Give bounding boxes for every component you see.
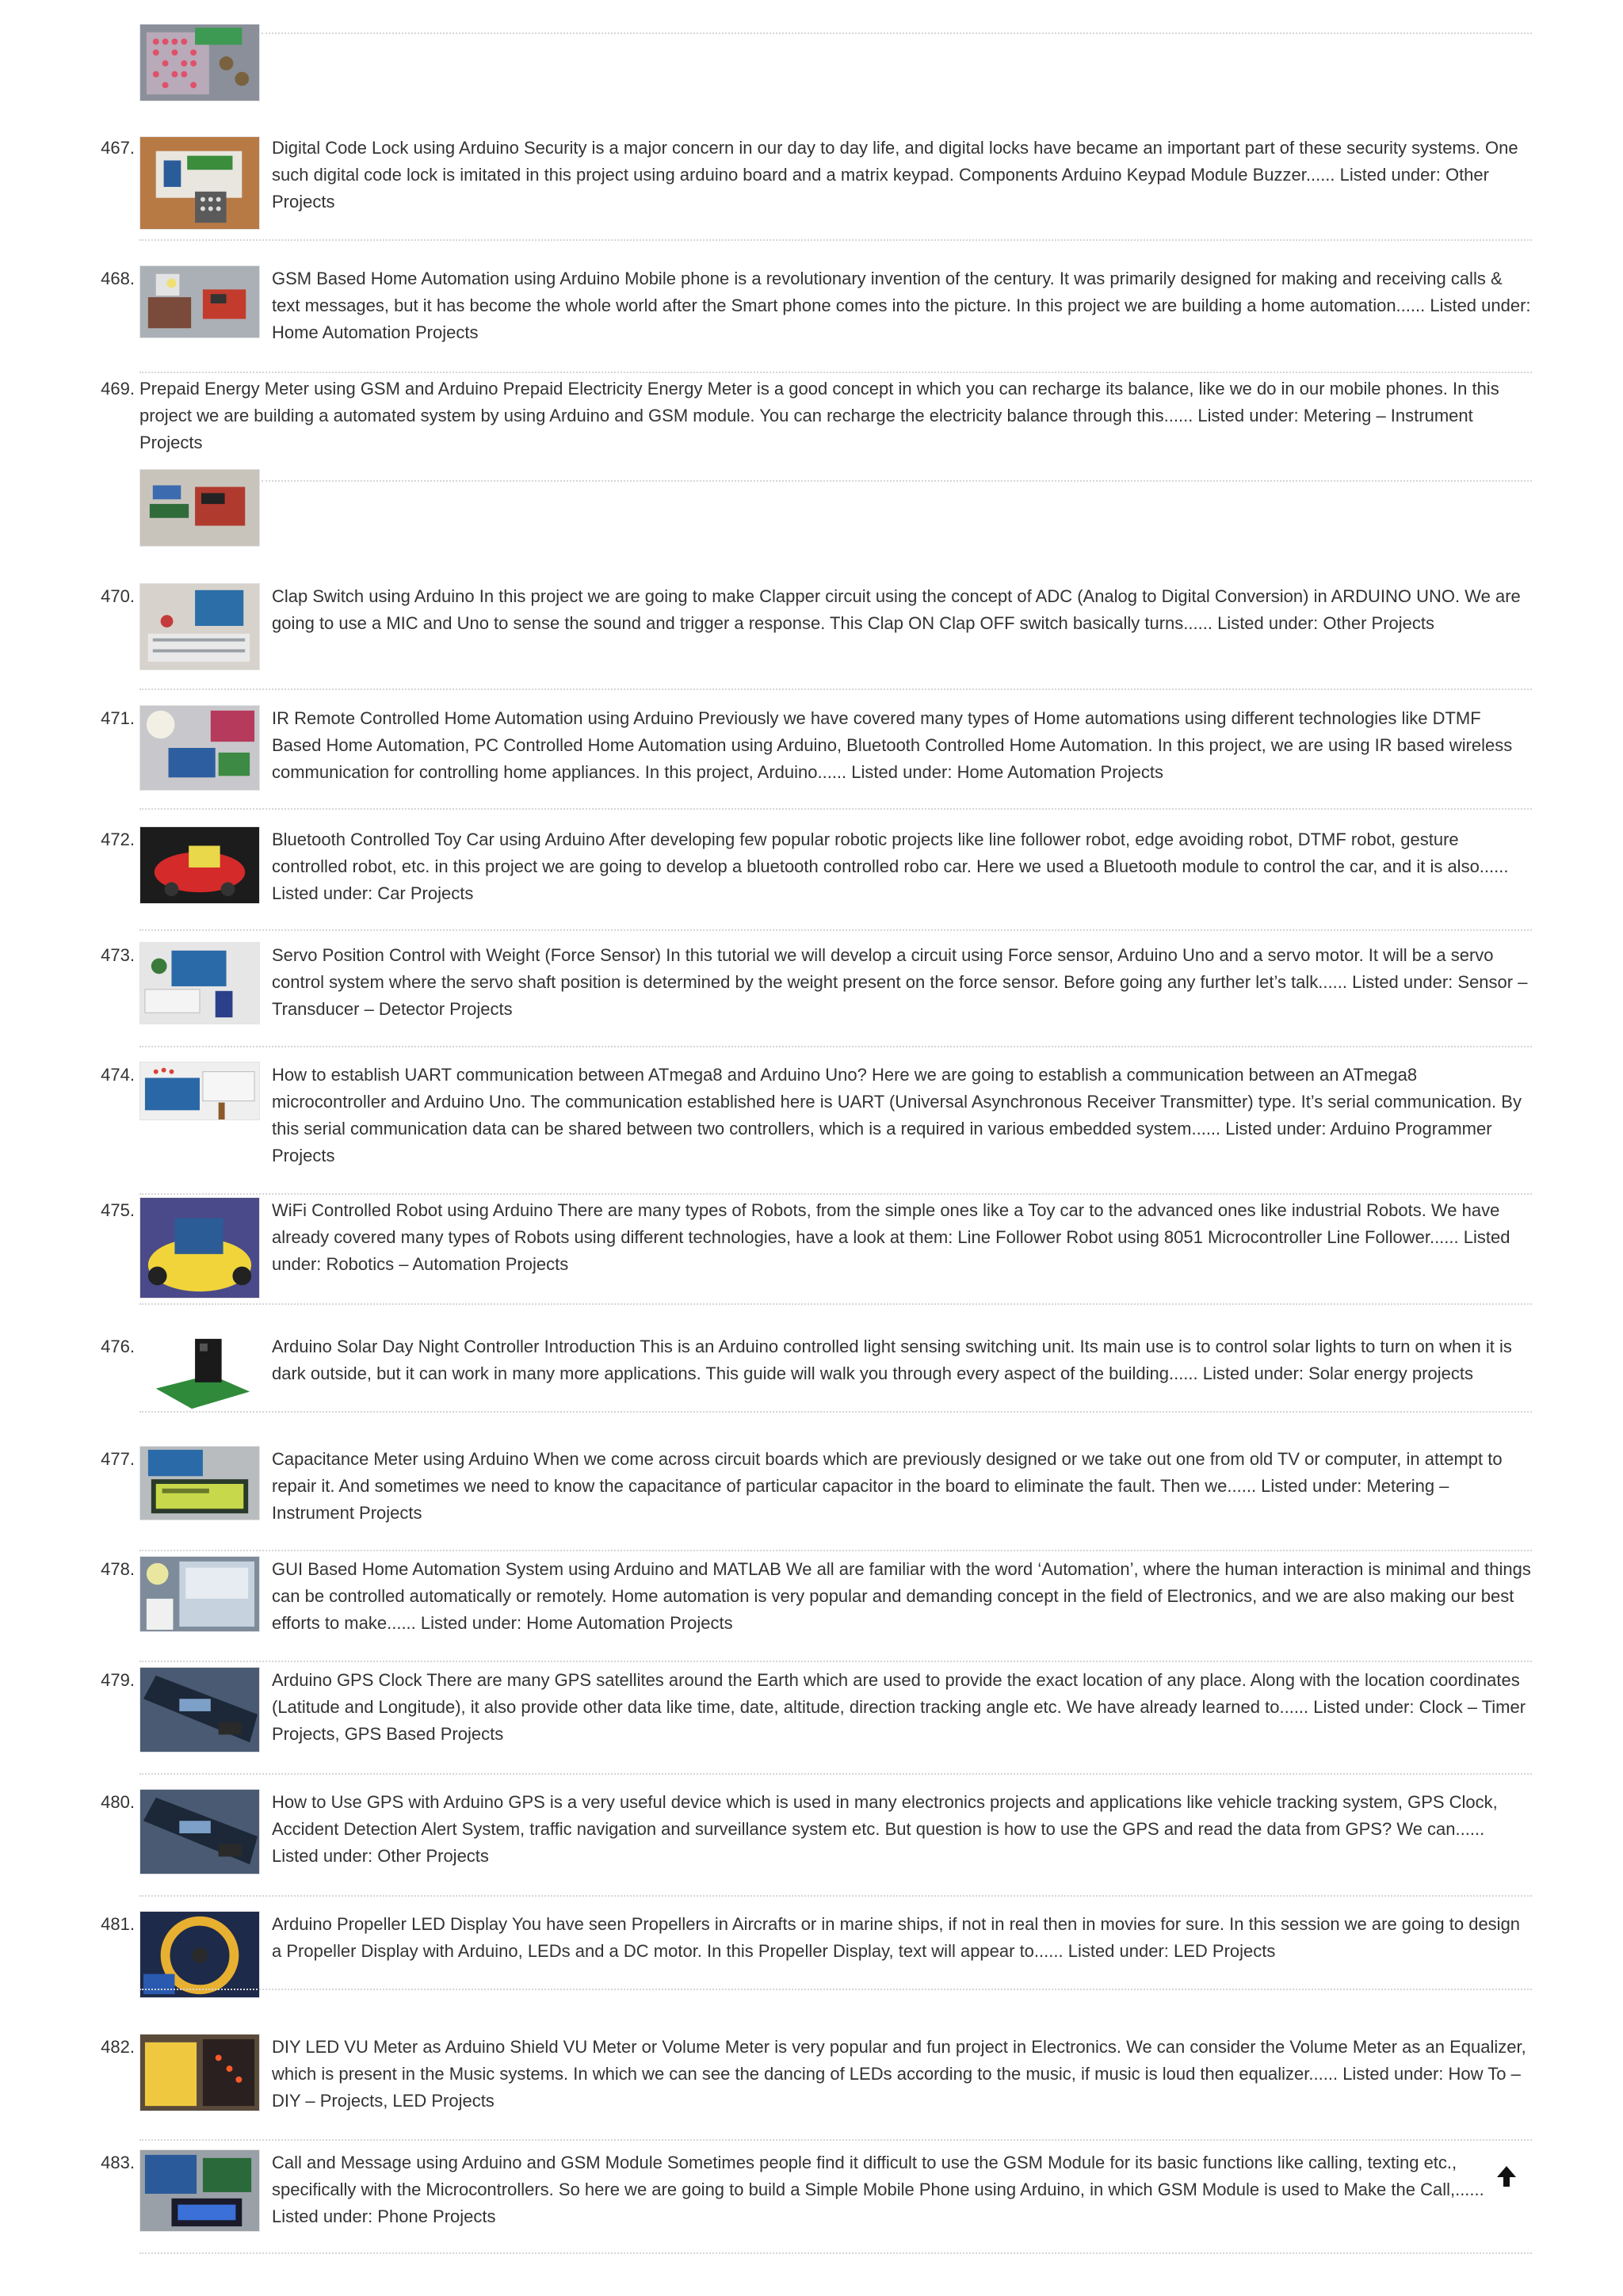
arrow-up-icon — [1493, 2163, 1520, 2190]
project-description: Servo Position Control with Weight (Force Sensor) In this tutorial we will develop a circuit using Force sensor, Arduino Uno and a servo motor. It will be a servo control system where the servo shaft position is determined by the weight present on the force sensor. Before going any further let’s talk...... Listed under: Sensor – Transducer – Detector Projects — [272, 945, 1528, 1019]
project-description: Arduino Solar Day Night Controller Introduction This is an Arduino controlled light sensing switching unit. Its main use is to control solar lights to turn on when it is dark outside, but it can work in many more applications. This guide will walk you through every aspect of the building...... Listed under: Solar energy projects — [272, 1337, 1512, 1383]
separator — [139, 1193, 1532, 1195]
item-number: 468. — [101, 269, 135, 288]
project-thumbnail[interactable] — [139, 1062, 260, 1120]
project-thumbnail[interactable] — [139, 705, 260, 791]
item-number: 469. — [101, 379, 135, 399]
project-thumbnail[interactable] — [139, 24, 260, 101]
project-thumbnail[interactable] — [139, 1197, 260, 1299]
project-description: Arduino Propeller LED Display You have seen Propellers in Aircrafts or in marine ships, if not in real then in movies for sure. In this session we are going to design a Propeller Display with Arduino, LEDs and a DC motor. In this Propeller Display, text will appear to...... Listed under: LED Projects — [272, 1914, 1521, 1961]
project-thumbnail[interactable] — [139, 1911, 260, 1998]
item-number: 478. — [101, 1559, 135, 1579]
item-number: 483. — [101, 2153, 135, 2172]
separator — [139, 239, 1532, 241]
project-thumbnail[interactable] — [139, 1556, 260, 1632]
item-number: 477. — [101, 1449, 135, 1469]
project-description: IR Remote Controlled Home Automation using Arduino Previously we have covered many types of Home automations using different technologies like DTMF Based Home Automation, PC Controlled Home Automation using Arduino, Bluetooth Controlled Home Automation. In this project, we are using IR based wireless communication for controlling home appliances. In this project, Arduino...... Listed under: Home Automation Projects — [272, 708, 1513, 782]
project-thumbnail[interactable] — [139, 942, 260, 1024]
separator — [139, 808, 1532, 810]
project-thumbnail[interactable] — [139, 1446, 260, 1520]
item-number: 472. — [101, 830, 135, 849]
separator — [262, 32, 1532, 34]
project-thumbnail[interactable] — [139, 1789, 260, 1875]
project-description: How to Use GPS with Arduino GPS is a very useful device which is used in many electronics projects and applications like vehicle tracking system, GPS Clock, Accident Detection Alert System, traffic navigation and surveillance system etc. But question is how to use the GPS and read the data from GPS? We can...... Listed under: Other Projects — [272, 1792, 1498, 1866]
item-number: 476. — [101, 1337, 135, 1356]
project-thumbnail[interactable] — [139, 583, 260, 670]
project-description: Digital Code Lock using Arduino Security is a major concern in our day to day life, and digital locks have became an important part of these security systems. One such digital code lock is imitated in this project using arduino board and a matrix keypad. Components Arduino Keypad Module Buzzer...... Listed under: Other Projects — [272, 138, 1518, 212]
project-description: Prepaid Energy Meter using GSM and Arduino Prepaid Electricity Energy Meter is a good concept in which you can recharge its balance, like we do in our mobile phones. In this project we are building a automated system by using Arduino and GSM module. You can recharge the electricity balance through this...... Listed under: Metering – Instrument Projects — [139, 379, 1499, 452]
project-thumbnail[interactable] — [139, 2034, 260, 2111]
item-number: 473. — [101, 945, 135, 965]
project-description: Capacitance Meter using Arduino When we come across circuit boards which are previously designed or we take out one from old TV or computer, in attempt to repair it. And sometimes we need to know the capacitance of particular capacitor in the board to eliminate the fault. Then we...... Listed under: Metering – Instrument Projects — [272, 1449, 1503, 1523]
project-description: Bluetooth Controlled Toy Car using Arduino After developing few popular robotic projects like line follower robot, edge avoiding robot, DTMF robot, gesture controlled robot, etc. in this project we are going to develop a bluetooth controlled robo car. Here we used a Bluetooth module to control the car, and it is also...... Listed under: Car Projects — [272, 830, 1509, 903]
separator — [139, 2139, 1532, 2141]
project-description: DIY LED VU Meter as Arduino Shield VU Meter or Volume Meter is very popular and fun project in Electronics. We can consider the Volume Meter as an Equalizer, which is present in the Music systems. In which we can see the dancing of LEDs according to the music, if music is loud then equalizer...... Listed under: How To – DIY – Projects, LED Projects — [272, 2037, 1526, 2111]
item-number: 479. — [101, 1670, 135, 1690]
project-thumbnail[interactable] — [139, 136, 260, 230]
item-number: 481. — [101, 1914, 135, 1934]
item-number: 475. — [101, 1200, 135, 1220]
item-number: 480. — [101, 1792, 135, 1812]
separator — [139, 688, 1532, 690]
project-description: WiFi Controlled Robot using Arduino There are many types of Robots, from the simple ones like a Toy car to the advanced ones like industrial Robots. We have already covered many types of Robots using different technologies, have a look at them: Line Follower Robot using 8051 Microcontroller Line Follower...... Listed under: Robotics – Automation Projects — [272, 1200, 1510, 1274]
separator — [139, 1661, 1532, 1662]
project-thumbnail[interactable] — [139, 2149, 260, 2232]
separator — [262, 480, 1532, 482]
project-thumbnail[interactable] — [139, 826, 260, 904]
separator — [139, 1303, 1532, 1305]
separator — [139, 1550, 1532, 1551]
separator — [139, 1046, 1532, 1047]
item-number: 474. — [101, 1065, 135, 1085]
separator — [139, 2252, 1532, 2254]
project-thumbnail[interactable] — [139, 265, 260, 338]
project-description: Arduino GPS Clock There are many GPS satellites around the Earth which are used to provide the exact location of any place. Along with the location coordinates (Latitude and Longitude), it also provide other data like time, date, altitude, direction tracking angle etc. We have already learned to...... Listed under: Clock – Timer Projects, GPS Based Projects — [272, 1670, 1526, 1744]
separator — [139, 929, 1532, 931]
separator — [139, 1895, 1532, 1897]
separator — [139, 1411, 1532, 1413]
separator — [139, 1773, 1532, 1775]
project-description: Clap Switch using Arduino In this project we are going to make Clapper circuit using the concept of ADC (Analog to Digital Conversion) in ARDUINO UNO. We are going to use a MIC and Uno to sense the sound and trigger a response. This Clap ON Clap OFF switch basically turns...... Listed under: Other Projects — [272, 586, 1521, 633]
item-number: 470. — [101, 586, 135, 606]
scroll-to-top-button[interactable] — [1493, 2163, 1520, 2190]
item-number: 482. — [101, 2037, 135, 2057]
project-description: GUI Based Home Automation System using Arduino and MATLAB We all are familiar with the word ‘Automation’, where the human interaction is minimal and things can be controlled automatically or remotely. Home automation is very popular and demanding concept in the field of Electronics, and we are also making our best efforts to make...... Listed under: Home Automation Projects — [272, 1559, 1531, 1633]
project-description: How to establish UART communication between ATmega8 and Arduino Uno? Here we are going to establish a communication between an ATmega8 microcontroller and Arduino Uno. The communication established here is UART (Universal Asynchronous Receiver Transmitter) type. It’s serial communication. By this serial communication data can be shared between two controllers, which is a required in various embedded system...... Listed under: Arduino Programmer Projects — [272, 1065, 1522, 1165]
item-number: 467. — [101, 138, 135, 158]
separator — [139, 1989, 1532, 1990]
project-thumbnail[interactable] — [139, 1667, 260, 1753]
project-thumbnail[interactable] — [139, 469, 260, 547]
item-number: 471. — [101, 708, 135, 728]
project-thumbnail[interactable] — [139, 1333, 260, 1413]
project-description: GSM Based Home Automation using Arduino Mobile phone is a revolutionary invention of the century. It was primarily designed for making and receiving calls & text messages, but it has become the whole world after the Smart phone comes into the picture. In this project we are building a home automation...... Listed under: Home Automation Projects — [272, 269, 1531, 342]
project-description: Call and Message using Arduino and GSM Module Sometimes people find it difficult to use the GSM Module for its basic functions like calling, texting etc., specifically with the Microcontrollers. So here we are going to build a Simple Mobile Phone using Arduino, in which GSM Module is used to Make the Call,...... Listed under: Phone Projects — [272, 2153, 1484, 2226]
separator — [139, 372, 1532, 373]
